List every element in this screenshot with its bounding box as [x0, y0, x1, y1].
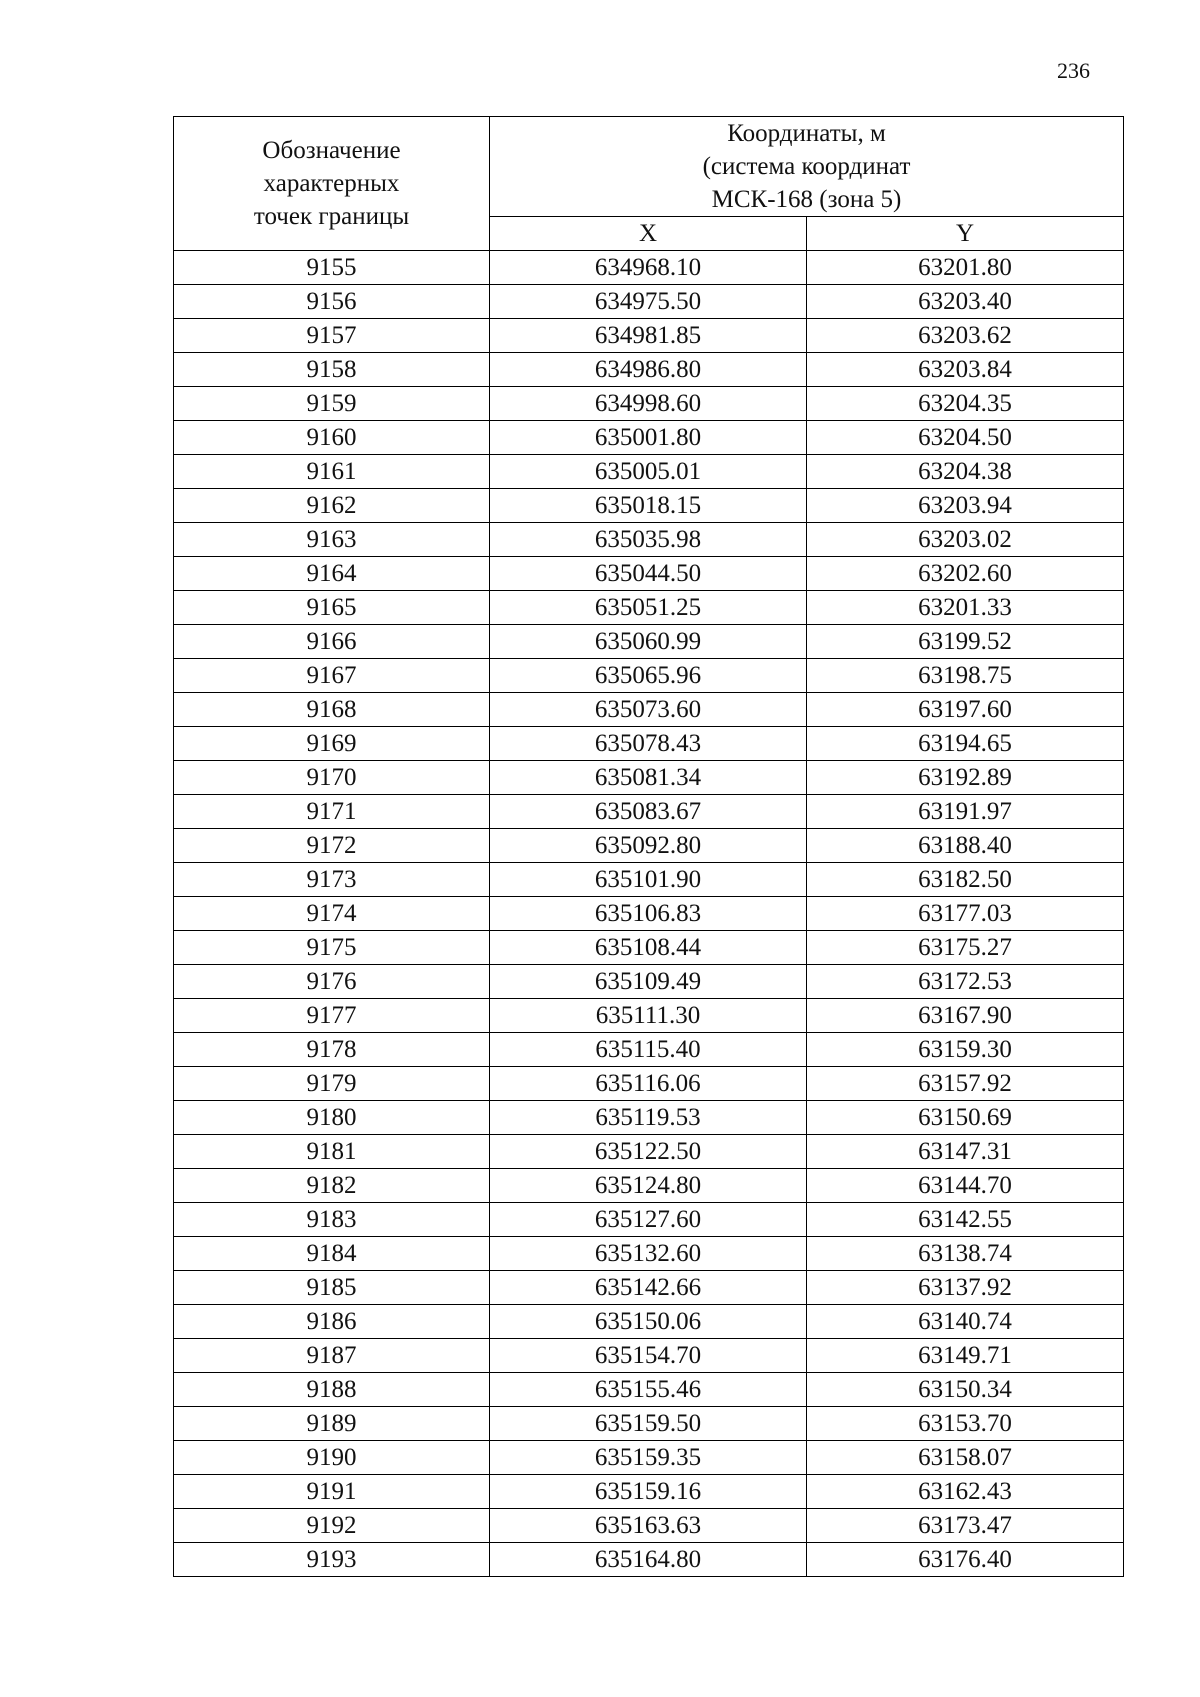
y-coordinate-cell: 63172.53	[807, 965, 1124, 999]
point-id-cell: 9163	[174, 523, 490, 557]
point-id-cell: 9173	[174, 863, 490, 897]
point-id-cell: 9170	[174, 761, 490, 795]
table-row	[174, 319, 1124, 353]
point-id-cell: 9185	[174, 1271, 490, 1305]
y-coordinate-cell: 63150.69	[807, 1101, 1124, 1135]
x-coordinate-cell: 635044.50	[490, 557, 807, 591]
table-row	[174, 285, 1124, 319]
point-id-cell: 9191	[174, 1475, 490, 1509]
point-id-cell: 9187	[174, 1339, 490, 1373]
table-body	[174, 251, 1124, 1577]
header-designation-line-2: характерных	[263, 170, 400, 197]
point-id-cell: 9188	[174, 1373, 490, 1407]
table-row	[174, 1271, 1124, 1305]
x-coordinate-cell: 635078.43	[490, 727, 807, 761]
x-coordinate-cell: 635164.80	[490, 1543, 807, 1577]
table-row	[174, 1237, 1124, 1271]
point-id-cell: 9169	[174, 727, 490, 761]
point-id-cell: 9160	[174, 421, 490, 455]
table-row	[174, 1067, 1124, 1101]
header-designation-line-1: Обозначение	[262, 137, 401, 164]
table-row	[174, 1169, 1124, 1203]
table-row	[174, 829, 1124, 863]
x-coordinate-cell: 634981.85	[490, 319, 807, 353]
x-coordinate-cell: 635108.44	[490, 931, 807, 965]
x-coordinate-cell: 635109.49	[490, 965, 807, 999]
x-coordinate-cell: 635065.96	[490, 659, 807, 693]
x-coordinate-cell: 635018.15	[490, 489, 807, 523]
point-id-cell: 9155	[174, 251, 490, 285]
table-row	[174, 1305, 1124, 1339]
point-id-cell: 9177	[174, 999, 490, 1033]
x-coordinate-cell: 635124.80	[490, 1169, 807, 1203]
table-row	[174, 1543, 1124, 1577]
table-row	[174, 251, 1124, 285]
point-id-cell: 9156	[174, 285, 490, 319]
x-coordinate-cell: 635127.60	[490, 1203, 807, 1237]
x-coordinate-cell: 634968.10	[490, 251, 807, 285]
x-coordinate-cell: 635035.98	[490, 523, 807, 557]
point-id-cell: 9192	[174, 1509, 490, 1543]
point-id-cell: 9182	[174, 1169, 490, 1203]
x-coordinate-cell: 635159.35	[490, 1441, 807, 1475]
table-row	[174, 591, 1124, 625]
header-designation	[174, 117, 490, 251]
x-coordinate-cell: 635001.80	[490, 421, 807, 455]
table-row	[174, 1441, 1124, 1475]
y-coordinate-cell: 63204.38	[807, 455, 1124, 489]
table-row	[174, 863, 1124, 897]
y-coordinate-cell: 63153.70	[807, 1407, 1124, 1441]
x-coordinate-cell: 635163.63	[490, 1509, 807, 1543]
x-coordinate-cell: 635132.60	[490, 1237, 807, 1271]
point-id-cell: 9186	[174, 1305, 490, 1339]
table-row	[174, 353, 1124, 387]
y-coordinate-cell: 63182.50	[807, 863, 1124, 897]
point-id-cell: 9180	[174, 1101, 490, 1135]
y-coordinate-cell: 63158.07	[807, 1441, 1124, 1475]
table-row	[174, 1101, 1124, 1135]
header-coordinates-line-3: МСК-168 (зона 5)	[711, 186, 902, 213]
y-coordinate-cell: 63197.60	[807, 693, 1124, 727]
table-row	[174, 931, 1124, 965]
point-id-cell: 9176	[174, 965, 490, 999]
x-coordinate-cell: 635092.80	[490, 829, 807, 863]
point-id-cell: 9179	[174, 1067, 490, 1101]
y-coordinate-cell: 63138.74	[807, 1237, 1124, 1271]
table-row	[174, 1373, 1124, 1407]
y-coordinate-cell: 63137.92	[807, 1271, 1124, 1305]
point-id-cell: 9189	[174, 1407, 490, 1441]
point-id-cell: 9165	[174, 591, 490, 625]
header-y: Y	[807, 217, 1124, 251]
point-id-cell: 9159	[174, 387, 490, 421]
y-coordinate-cell: 63188.40	[807, 829, 1124, 863]
table-row	[174, 625, 1124, 659]
x-coordinate-cell: 635051.25	[490, 591, 807, 625]
x-coordinate-cell: 634975.50	[490, 285, 807, 319]
point-id-cell: 9161	[174, 455, 490, 489]
table-row	[174, 965, 1124, 999]
y-coordinate-cell: 63194.65	[807, 727, 1124, 761]
table-row	[174, 557, 1124, 591]
table-row	[174, 693, 1124, 727]
x-coordinate-cell: 634998.60	[490, 387, 807, 421]
y-coordinate-cell: 63176.40	[807, 1543, 1124, 1577]
y-coordinate-cell: 63162.43	[807, 1475, 1124, 1509]
table-row	[174, 795, 1124, 829]
y-coordinate-cell: 63142.55	[807, 1203, 1124, 1237]
y-coordinate-cell: 63201.33	[807, 591, 1124, 625]
x-coordinate-cell: 635159.16	[490, 1475, 807, 1509]
y-coordinate-cell: 63140.74	[807, 1305, 1124, 1339]
point-id-cell: 9171	[174, 795, 490, 829]
y-coordinate-cell: 63203.02	[807, 523, 1124, 557]
table-row	[174, 727, 1124, 761]
point-id-cell: 9175	[174, 931, 490, 965]
x-coordinate-cell: 635115.40	[490, 1033, 807, 1067]
x-coordinate-cell: 635101.90	[490, 863, 807, 897]
x-coordinate-cell: 635159.50	[490, 1407, 807, 1441]
point-id-cell: 9166	[174, 625, 490, 659]
y-coordinate-cell: 63191.97	[807, 795, 1124, 829]
y-coordinate-cell: 63198.75	[807, 659, 1124, 693]
header-designation-line-3: точек границы	[253, 203, 410, 230]
table-row	[174, 1509, 1124, 1543]
table-row	[174, 1475, 1124, 1509]
x-coordinate-cell: 635155.46	[490, 1373, 807, 1407]
x-coordinate-cell: 635073.60	[490, 693, 807, 727]
x-coordinate-cell: 635150.06	[490, 1305, 807, 1339]
point-id-cell: 9178	[174, 1033, 490, 1067]
table-row	[174, 1407, 1124, 1441]
table-row	[174, 999, 1124, 1033]
page-number: 236	[1057, 58, 1090, 83]
x-coordinate-cell: 635005.01	[490, 455, 807, 489]
point-id-cell: 9168	[174, 693, 490, 727]
y-coordinate-cell: 63204.35	[807, 387, 1124, 421]
coordinates-table	[173, 116, 1124, 1577]
point-id-cell: 9193	[174, 1543, 490, 1577]
point-id-cell: 9184	[174, 1237, 490, 1271]
y-coordinate-cell: 63192.89	[807, 761, 1124, 795]
x-coordinate-cell: 635142.66	[490, 1271, 807, 1305]
header-x: X	[490, 217, 807, 251]
x-coordinate-cell: 635116.06	[490, 1067, 807, 1101]
point-id-cell: 9162	[174, 489, 490, 523]
table-row	[174, 761, 1124, 795]
point-id-cell: 9190	[174, 1441, 490, 1475]
point-id-cell: 9183	[174, 1203, 490, 1237]
table-row	[174, 1203, 1124, 1237]
x-coordinate-cell: 635060.99	[490, 625, 807, 659]
y-coordinate-cell: 63203.94	[807, 489, 1124, 523]
point-id-cell: 9172	[174, 829, 490, 863]
y-coordinate-cell: 63173.47	[807, 1509, 1124, 1543]
y-coordinate-cell: 63167.90	[807, 999, 1124, 1033]
x-coordinate-cell: 635106.83	[490, 897, 807, 931]
y-coordinate-cell: 63147.31	[807, 1135, 1124, 1169]
y-coordinate-cell: 63203.62	[807, 319, 1124, 353]
point-id-cell: 9158	[174, 353, 490, 387]
table-row	[174, 489, 1124, 523]
y-coordinate-cell: 63201.80	[807, 251, 1124, 285]
x-coordinate-cell: 635111.30	[490, 999, 807, 1033]
point-id-cell: 9157	[174, 319, 490, 353]
header-coordinates-line-1: Координаты, м	[727, 120, 886, 147]
point-id-cell: 9181	[174, 1135, 490, 1169]
x-coordinate-cell: 634986.80	[490, 353, 807, 387]
table-row	[174, 897, 1124, 931]
x-coordinate-cell: 635083.67	[490, 795, 807, 829]
point-id-cell: 9174	[174, 897, 490, 931]
y-coordinate-cell: 63177.03	[807, 897, 1124, 931]
table-row	[174, 1135, 1124, 1169]
y-coordinate-cell: 63203.84	[807, 353, 1124, 387]
y-coordinate-cell: 63202.60	[807, 557, 1124, 591]
y-coordinate-cell: 63159.30	[807, 1033, 1124, 1067]
header-coordinates-line-2: (система координат	[702, 153, 911, 180]
y-coordinate-cell: 63204.50	[807, 421, 1124, 455]
table-row	[174, 1339, 1124, 1373]
y-coordinate-cell: 63199.52	[807, 625, 1124, 659]
y-coordinate-cell: 63144.70	[807, 1169, 1124, 1203]
table-row	[174, 455, 1124, 489]
table-row	[174, 387, 1124, 421]
y-coordinate-cell: 63157.92	[807, 1067, 1124, 1101]
y-coordinate-cell: 63150.34	[807, 1373, 1124, 1407]
x-coordinate-cell: 635119.53	[490, 1101, 807, 1135]
y-coordinate-cell: 63149.71	[807, 1339, 1124, 1373]
table-row	[174, 421, 1124, 455]
header-coordinates	[490, 117, 1124, 217]
x-coordinate-cell: 635081.34	[490, 761, 807, 795]
point-id-cell: 9164	[174, 557, 490, 591]
y-coordinate-cell: 63203.40	[807, 285, 1124, 319]
x-coordinate-cell: 635122.50	[490, 1135, 807, 1169]
table-row	[174, 523, 1124, 557]
y-coordinate-cell: 63175.27	[807, 931, 1124, 965]
table-row	[174, 659, 1124, 693]
x-coordinate-cell: 635154.70	[490, 1339, 807, 1373]
table-row	[174, 1033, 1124, 1067]
point-id-cell: 9167	[174, 659, 490, 693]
